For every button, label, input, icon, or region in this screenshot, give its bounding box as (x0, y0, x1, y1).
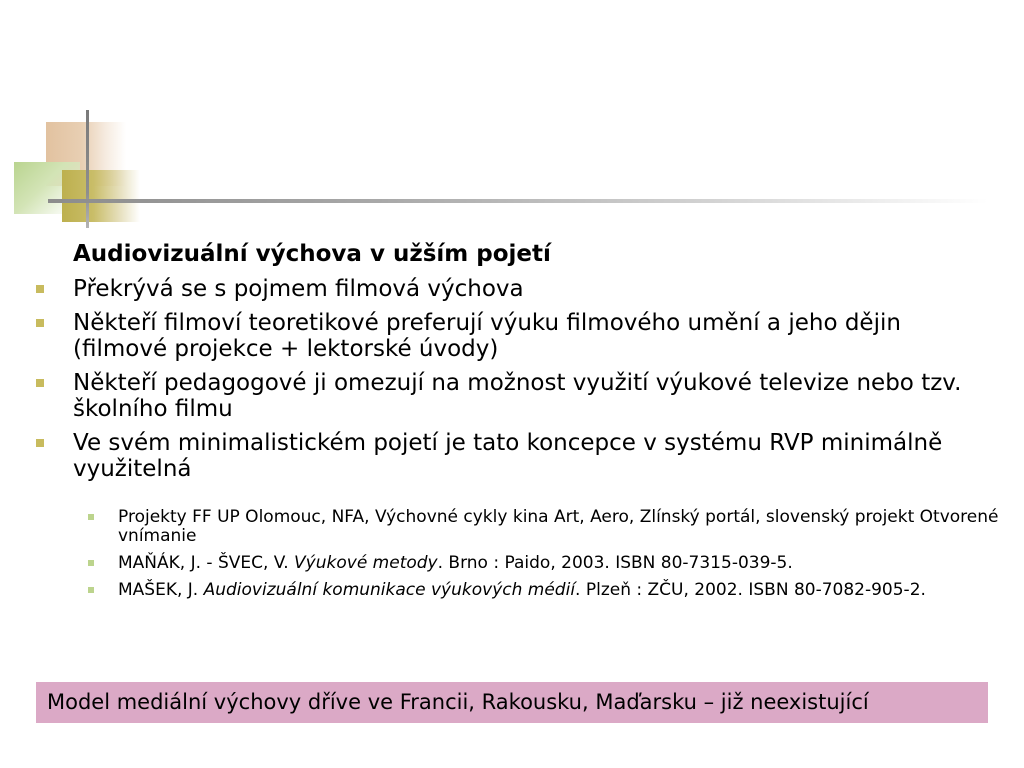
bullet-item (30, 276, 1000, 302)
decor-square-olive (62, 170, 140, 222)
highlight-box-text: Model mediální výchovy dříve ve Francii, Rakousku, Maďarsku – již neexistující (47, 690, 869, 714)
bullet-item (30, 370, 1000, 422)
slide-content (30, 240, 1000, 608)
main-bullet-list (30, 276, 1000, 482)
square-bullet-icon (36, 285, 44, 293)
slide-heading: Audiovizuální výchova v užším pojetí (73, 241, 551, 267)
square-bullet-icon (36, 379, 44, 387)
bullet-text: Někteří filmoví teoretikové preferují výuku filmového umění a jeho dějin (filmové projekce + lektorské úvody) (73, 310, 901, 362)
reference-authors: MAŇÁK, J. - ŠVEC, V. (118, 553, 295, 573)
small-square-bullet-icon (88, 587, 94, 593)
small-square-bullet-icon (88, 514, 94, 520)
sub-bullet-item (30, 581, 1000, 600)
decor-vertical-line (86, 110, 89, 228)
highlight-box (36, 682, 988, 723)
square-bullet-icon (36, 319, 44, 327)
reference-title: Audiovizuální komunikace výukových médií (203, 580, 576, 600)
reference-authors: MAŠEK, J. (118, 580, 204, 600)
sub-bullet-item (30, 554, 1000, 573)
bullet-text: Někteří pedagogové ji omezují na možnost využití výukové televize nebo tzv. školního filmu (73, 370, 962, 422)
reference-publication: . Plzeň : ZČU, 2002. ISBN 80-7082-905-2. (575, 580, 926, 600)
decor-horizontal-rule (48, 199, 988, 203)
bullet-item (30, 430, 1000, 482)
bullet-text: Překrývá se s pojmem filmová výchova (73, 276, 524, 302)
sub-bullet-list (30, 508, 1000, 600)
bullet-text: Ve svém minimalistickém pojetí je tato koncepce v systému RVP minimálně využitelná (73, 430, 943, 482)
square-bullet-icon (36, 439, 44, 447)
small-square-bullet-icon (88, 560, 94, 566)
sub-bullet-item (30, 508, 1000, 546)
sub-bullet-text: Projekty FF UP Olomouc, NFA, Výchovné cykly kina Art, Aero, Zlínský portál, slovenský projekt Otvorené vnímanie (118, 507, 999, 546)
bullet-item (30, 310, 1000, 362)
reference-title: Výukové metody (294, 553, 438, 573)
reference-publication: . Brno : Paido, 2003. ISBN 80-7315-039-5. (437, 553, 793, 573)
